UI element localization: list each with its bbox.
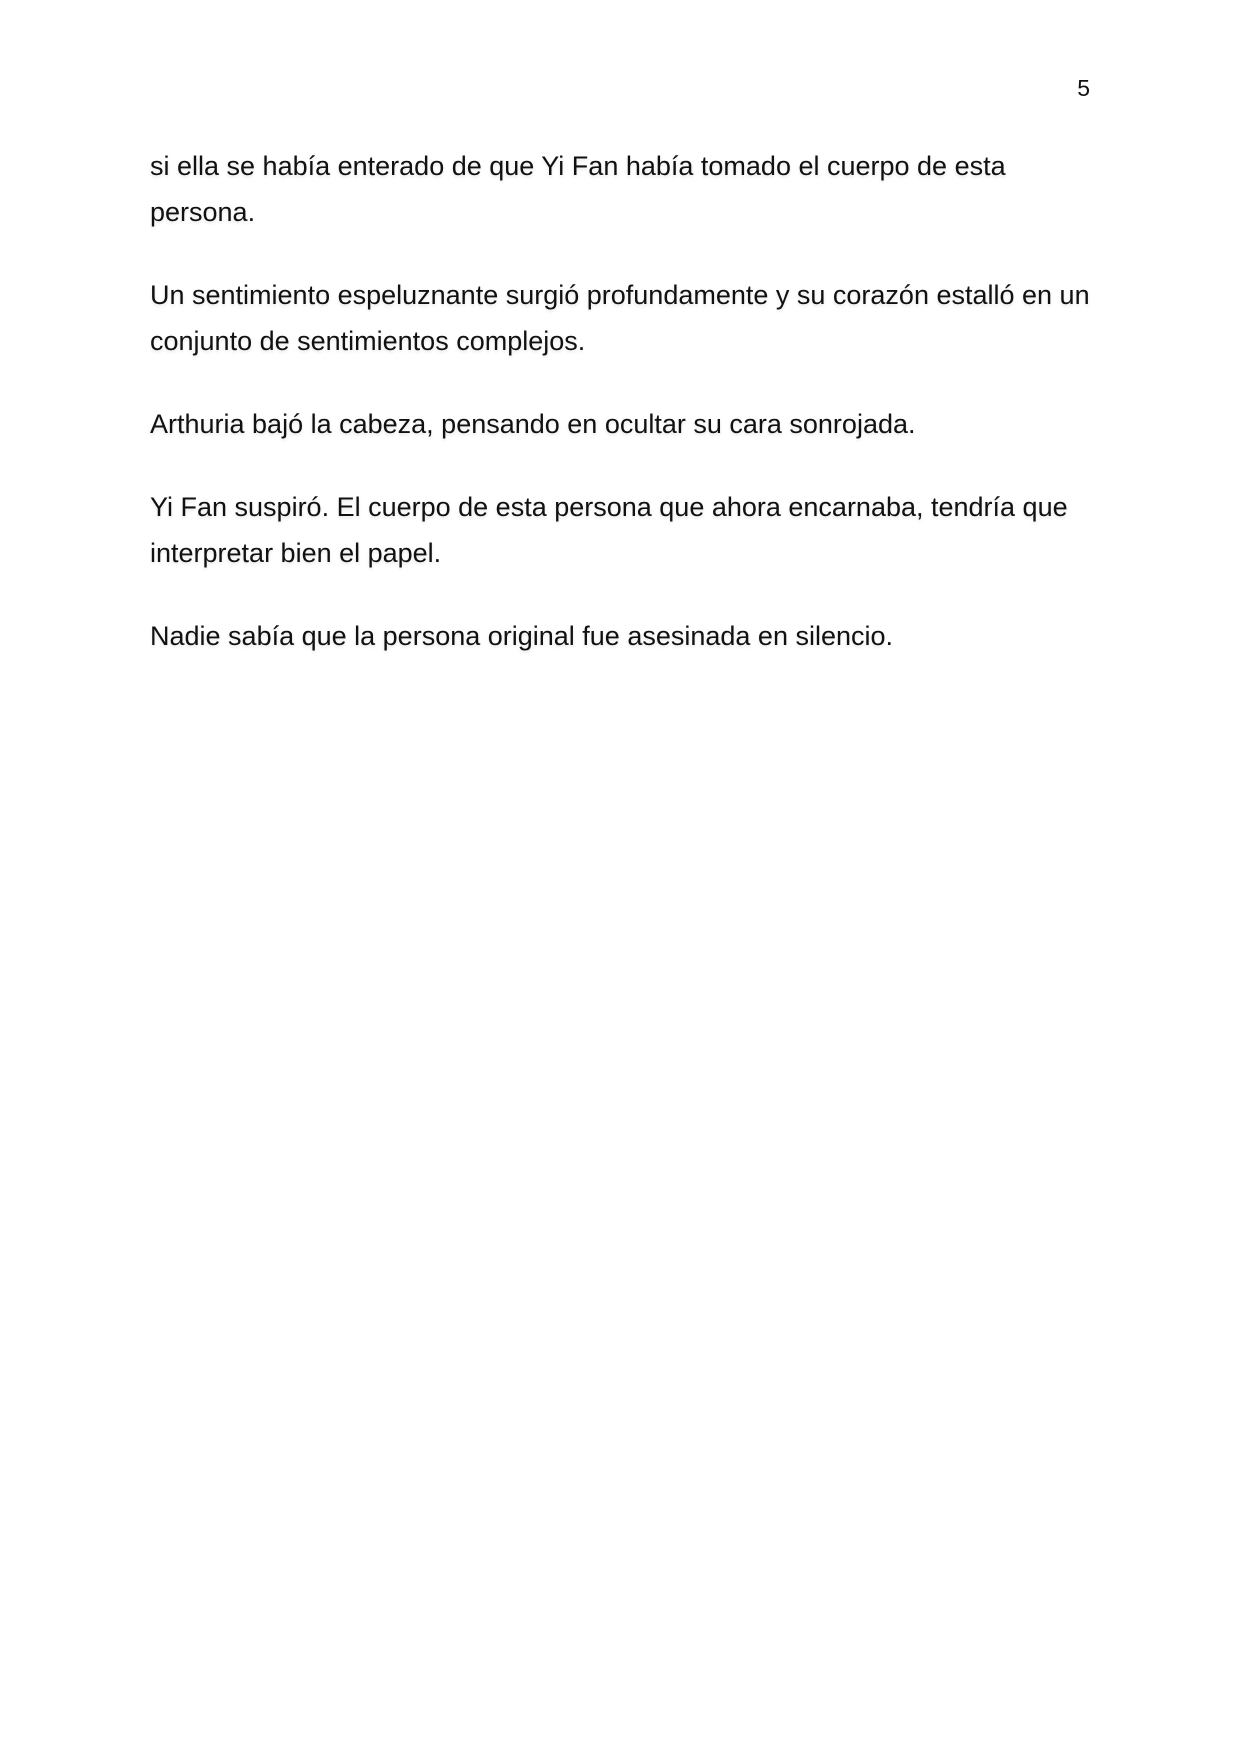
body-text	[150, 143, 1100, 696]
paragraph: Arthuria bajó la cabeza, pensando en ocultar su cara sonrojada.	[150, 409, 916, 439]
paragraph: si ella se había enterado de que Yi Fan había tomado el cuerpo de esta persona.	[150, 151, 1006, 227]
paragraph: Nadie sabía que la persona original fue asesinada en silencio.	[150, 621, 894, 651]
paragraph: Un sentimiento espeluznante surgió profundamente y su corazón estalló en un conjunto de sentimientos complejos.	[150, 280, 1090, 356]
page-number: 5	[1077, 75, 1090, 101]
paragraph: Yi Fan suspiró. El cuerpo de esta persona que ahora encarnaba, tendría que interpretar bien el papel.	[150, 492, 1068, 568]
